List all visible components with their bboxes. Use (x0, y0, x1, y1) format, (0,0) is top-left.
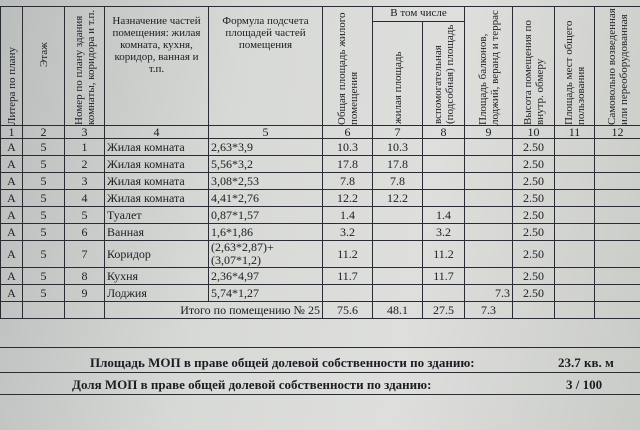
cell-height: 2.50 (513, 285, 555, 302)
cell-empty (595, 173, 640, 190)
table-row (1, 241, 640, 268)
cell-empty (555, 139, 595, 156)
cell-height: 2.50 (513, 190, 555, 207)
cell-balc (465, 207, 513, 224)
cell-name: Туалет (105, 207, 209, 224)
cell-height: 2.50 (513, 241, 555, 268)
cell-aux (423, 190, 465, 207)
cell-formula: 3,08*2,53 (209, 173, 323, 190)
cell-name: Жилая комната (105, 156, 209, 173)
cell-empty (555, 224, 595, 241)
cell-balc (465, 241, 513, 268)
cell-formula: 5,56*3,2 (209, 156, 323, 173)
col-num: 6 (323, 126, 373, 139)
divider (0, 372, 640, 373)
cell-balc (465, 139, 513, 156)
col-num: 3 (65, 126, 105, 139)
cell-height: 2.50 (513, 139, 555, 156)
cell-height: 2.50 (513, 207, 555, 224)
cell-lit: А (1, 285, 23, 302)
cell-formula: 2,63*3,9 (209, 139, 323, 156)
cell-lit: А (1, 139, 23, 156)
cell-empty (555, 173, 595, 190)
cell-living (373, 268, 423, 285)
cell-total: 17.8 (323, 156, 373, 173)
cell-formula: 0,87*1,57 (209, 207, 323, 224)
totals-living: 48.1 (373, 302, 423, 319)
cell-empty (595, 285, 640, 302)
cell-et: 5 (23, 139, 65, 156)
cell-empty (555, 268, 595, 285)
cell-formula: 4,41*2,76 (209, 190, 323, 207)
cell-no: 7 (65, 241, 105, 268)
cell-total: 12.2 (323, 190, 373, 207)
header-etazh: Этаж (23, 7, 65, 126)
cell-aux: 1.4 (423, 207, 465, 224)
cell-total: 3.2 (323, 224, 373, 241)
cell-aux (423, 156, 465, 173)
cell-name: Кухня (105, 268, 209, 285)
cell-et: 5 (23, 285, 65, 302)
header-vspom: вспомогательная (подсобная) площадь (423, 22, 465, 126)
cell-et: 5 (23, 156, 65, 173)
col-num: 10 (513, 126, 555, 139)
cell-no: 6 (65, 224, 105, 241)
header-row-1 (1, 7, 640, 22)
cell-balc: 7.3 (465, 285, 513, 302)
cell-empty (595, 241, 640, 268)
room-rows (1, 139, 640, 302)
cell-formula: 2,36*4,97 (209, 268, 323, 285)
cell-height: 2.50 (513, 156, 555, 173)
cell-lit: А (1, 156, 23, 173)
cell-lit: А (1, 207, 23, 224)
cell-no: 5 (65, 207, 105, 224)
col-num: 12 (595, 126, 640, 139)
totals-balc: 7.3 (465, 302, 513, 319)
cell-no: 9 (65, 285, 105, 302)
cell-empty (555, 156, 595, 173)
cell-name: Жилая комната (105, 190, 209, 207)
room-area-table (0, 6, 640, 319)
col-num: 8 (423, 126, 465, 139)
totals-label: Итого по помещению № 25 (105, 302, 323, 319)
cell-living: 10.3 (373, 139, 423, 156)
cell-aux: 11.2 (423, 241, 465, 268)
table-row (1, 224, 640, 241)
header-balkony: Площадь балконов, лоджий, веранд и террас (465, 7, 513, 126)
cell-formula: 5,74*1,27 (209, 285, 323, 302)
cell-living (373, 224, 423, 241)
header-nomer: Номер по плану здания комнаты, коридора и т.п. (65, 7, 105, 126)
cell-empty (555, 207, 595, 224)
table-row (1, 139, 640, 156)
divider (0, 347, 640, 348)
table-row (1, 173, 640, 190)
cell-name: Жилая комната (105, 173, 209, 190)
cell-lit: А (1, 268, 23, 285)
col-num: 11 (555, 126, 595, 139)
cell-empty (595, 207, 640, 224)
cell-total (323, 285, 373, 302)
cell-balc (465, 268, 513, 285)
cell-et: 5 (23, 207, 65, 224)
cell-empty (595, 139, 640, 156)
cell-height: 2.50 (513, 224, 555, 241)
cell-living (373, 241, 423, 268)
cell-formula: 1,6*1,86 (209, 224, 323, 241)
cell-empty (595, 268, 640, 285)
cell-name: Лоджия (105, 285, 209, 302)
header-vysota: Высота помещения по внутр. обмеру (513, 7, 555, 126)
cell-aux (423, 139, 465, 156)
cell-height: 2.50 (513, 173, 555, 190)
cell-empty (555, 241, 595, 268)
cell-total: 11.2 (323, 241, 373, 268)
cell-name: Ванная (105, 224, 209, 241)
cell-aux: 3.2 (423, 224, 465, 241)
cell-total: 7.8 (323, 173, 373, 190)
mop-area-label: Площадь МОП в праве общей долевой собственности по зданию: (90, 355, 475, 370)
header-obshaya: Общая площадь жилого помещения (323, 7, 373, 126)
header-v-tom-chisle: В том числе (373, 7, 465, 22)
table-row (1, 156, 640, 173)
header-formula: Формула подсчета площадей частей помещения (209, 7, 323, 126)
cell-et: 5 (23, 190, 65, 207)
col-num: 2 (23, 126, 65, 139)
cell-balc (465, 190, 513, 207)
cell-et: 5 (23, 173, 65, 190)
cell-total: 11.7 (323, 268, 373, 285)
cell-name: Коридор (105, 241, 209, 268)
table-row (1, 285, 640, 302)
cell-et: 5 (23, 268, 65, 285)
cell-lit: А (1, 173, 23, 190)
table-row (1, 268, 640, 285)
mop-share-label: Доля МОП в праве общей долевой собственности по зданию: (72, 377, 432, 392)
divider (0, 394, 640, 395)
cell-no: 4 (65, 190, 105, 207)
cell-balc (465, 173, 513, 190)
cell-empty (595, 156, 640, 173)
cell-living (373, 207, 423, 224)
cell-living: 12.2 (373, 190, 423, 207)
cell-et: 5 (23, 224, 65, 241)
col-num: 7 (373, 126, 423, 139)
cell-empty (595, 190, 640, 207)
cell-lit: А (1, 241, 23, 268)
table-row (1, 207, 640, 224)
cell-living: 17.8 (373, 156, 423, 173)
cell-total: 1.4 (323, 207, 373, 224)
cell-aux (423, 285, 465, 302)
table-row (1, 190, 640, 207)
header-samovol: Самовольно возведенная или переоборудованная (595, 7, 640, 126)
cell-lit: А (1, 224, 23, 241)
cell-no: 1 (65, 139, 105, 156)
cell-balc (465, 156, 513, 173)
col-num: 5 (209, 126, 323, 139)
cell-empty (555, 285, 595, 302)
cell-living: 7.8 (373, 173, 423, 190)
header-mop: Площадь мест общего пользования (555, 7, 595, 126)
cell-empty (595, 224, 640, 241)
cell-name: Жилая комната (105, 139, 209, 156)
mop-share-value: 3 / 100 (566, 377, 603, 392)
cell-formula: (2,63*2,87)+(3,07*1,2) (209, 241, 323, 268)
cell-no: 2 (65, 156, 105, 173)
totals-row (1, 302, 640, 319)
cell-balc (465, 224, 513, 241)
cell-living (373, 285, 423, 302)
column-number-row (1, 126, 640, 139)
cell-aux: 11.7 (423, 268, 465, 285)
totals-aux: 27.5 (423, 302, 465, 319)
header-zhilaya: жилая площадь (373, 22, 423, 126)
mop-area-value: 23.7 кв. м (558, 355, 614, 370)
cell-height: 2.50 (513, 268, 555, 285)
cell-lit: А (1, 190, 23, 207)
cell-no: 3 (65, 173, 105, 190)
cell-aux (423, 173, 465, 190)
cell-total: 10.3 (323, 139, 373, 156)
totals-total: 75.6 (323, 302, 373, 319)
header-litera: Литера по плану (1, 7, 23, 126)
col-num: 1 (1, 126, 23, 139)
header-naznachenie: Назначение частей помещения: жилая комната, кухня, коридор, ванная и т.п. (105, 7, 209, 126)
cell-et: 5 (23, 241, 65, 268)
cell-empty (555, 190, 595, 207)
col-num: 9 (465, 126, 513, 139)
col-num: 4 (105, 126, 209, 139)
cell-no: 8 (65, 268, 105, 285)
